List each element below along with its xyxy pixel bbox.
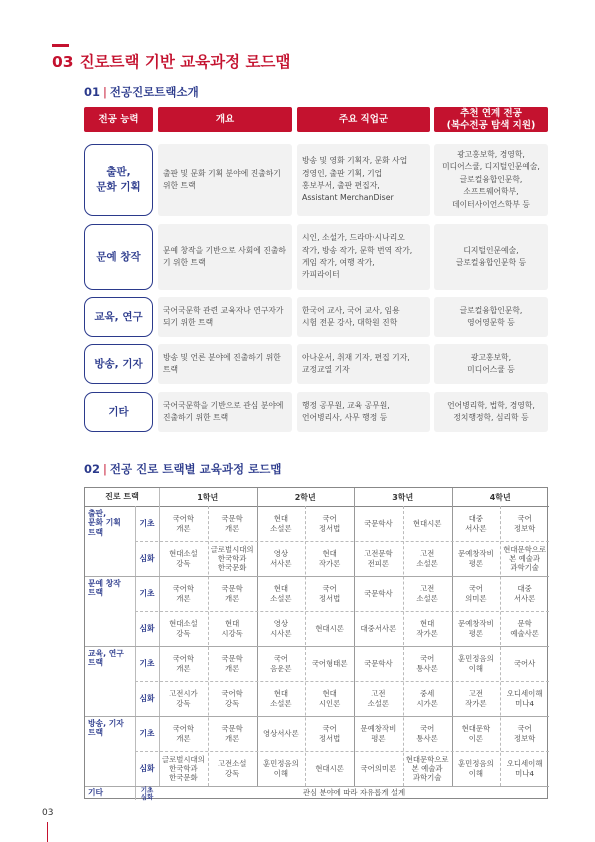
course-name-line: 고전 [468,689,484,699]
course-name-line: 고전 [419,584,435,594]
course-cell [500,611,549,646]
job-line: 교정교열 기자 [302,365,350,374]
course-name-line: 훈민정음의 [458,759,494,769]
course-cell [452,506,501,541]
course-name-line: 문예창작비 [458,549,494,559]
course-name-line: 강독 [176,698,191,708]
course-name-line: 국어 [322,584,337,594]
course-cell [452,751,501,786]
course-name-line: 문예창작비 [360,724,397,734]
course-cell [354,611,403,646]
course-cell [208,541,257,576]
job-line: 한국어 교사, 국어 교사, 임용 [302,305,400,315]
course-cell [403,716,452,751]
section2-number: 02 [84,462,101,476]
course-name-line: 소설론 [270,593,292,603]
course-cell [257,506,306,541]
section2-heading [84,461,281,477]
course-name-line: 국문학사 [364,518,393,528]
course-name-line: 국어 [419,724,435,734]
course-name-line: 과학기술 [412,773,442,783]
course-cell [452,716,501,751]
roadmap-track-label-line: 출판, [88,509,107,518]
job-line: 방송 및 영화 기획자, 문화 사업 [302,156,408,166]
course-level-label: 기초 [139,659,155,668]
roadmap-track-label-line: 트랙 [88,527,104,537]
course-name-line: 서사론 [465,523,487,533]
course-name-line: 의미론 [465,593,487,603]
course-name-line: 한국문화 [169,773,198,783]
roadmap-track-label [85,506,135,576]
course-cell [305,611,354,646]
course-name-line: 오디세이해 [506,689,543,699]
course-cell [208,681,257,716]
job-line: 경영인, 출판 기획, 기업 [302,168,383,178]
course-name-line: 개론 [176,523,191,533]
course-cell [452,576,501,611]
page-title [52,50,290,72]
course-level-label: 심화 [139,694,155,703]
course-name-line: 국어사 [513,658,536,668]
course-name-line: 현대문학으로 [503,544,547,554]
course-name-line: 개론 [224,523,240,533]
course-name-line: 작가론 [465,698,487,708]
course-name-line: 현대시론 [412,518,442,528]
roadmap-track-label [85,716,135,786]
free-design-note: 관심 분야에 따라 자유롭게 설계 [302,788,406,798]
course-name-line: 훈민정음의 [458,654,494,664]
course-name-line: 정보학 [513,733,536,743]
course-name-line: 국어학 [172,654,195,664]
year-header: 1학년 [197,492,219,502]
course-name-line: 국문학 [221,654,243,664]
course-cell [403,751,452,786]
course-cell [208,646,257,681]
year-header: 4학년 [489,492,511,502]
course-name-line: 문학 [517,619,532,629]
course-cell [208,611,257,646]
course-name-line: 현대 [273,689,289,699]
course-level-label: 기초 [140,786,154,794]
job-line: 홍보부서, 출판 편집자, [302,181,380,190]
course-name-line: 글로벌시대의 [210,544,254,554]
track-overview: 방송 및 언론 분야에 진출하기 위한 트랙 [158,344,292,384]
course-cell [257,681,306,716]
course-cell [159,506,208,541]
course-cell [305,751,354,786]
track-row-education [84,297,548,337]
course-cell [403,646,452,681]
course-name-line: 중세 [419,689,435,699]
course-name-line: 현대 [419,619,435,629]
section-divider: | [103,462,107,476]
course-name-line: 시강독 [221,628,243,638]
course-name-line: 정서법 [318,593,341,603]
course-name-line: 현대시론 [315,763,344,773]
grid-row-divider [135,611,549,612]
course-cell [403,506,452,541]
course-name-line: 강독 [224,768,240,778]
major-line: 미디어스쿨, 디지털인문예술, [442,162,540,172]
course-name-line: 소설론 [270,523,292,533]
course-name-line: 음운론 [270,663,292,673]
track-label-line: 출판, [106,166,131,179]
major-line: 글로컬융합인문학, [459,174,523,184]
page-header [52,44,290,72]
course-name-line: 현대 [322,549,337,559]
course-cell [159,611,208,646]
course-name-line: 평론 [371,733,386,743]
grid-corner-header: 진로 트랙 [105,492,139,501]
major-line: 디지털인문예술, [463,245,519,255]
course-name-line: 현대소설 [169,619,198,629]
course-cell [500,576,549,611]
major-line: 광고홍보학, 경영학, [457,149,525,159]
roadmap-grid [84,487,548,799]
course-cell [452,646,501,681]
course-cell [257,751,306,786]
header-majors-line1: 추천 연계 전공 [460,107,522,119]
course-name-line: 본 예술과 [411,763,443,773]
course-name-line: 국어 [468,584,484,594]
course-cell [208,576,257,611]
course-name-line: 고전문학 [364,549,393,559]
course-name-line: 개론 [176,733,191,743]
course-name-line: 전피론 [367,558,390,568]
year-header: 3학년 [392,492,414,502]
course-name-line: 국문학사 [364,588,393,598]
roadmap-track-label-line: 문화 기획 [88,518,121,528]
course-cell [305,576,354,611]
track-label: 문예 창작 [84,224,153,290]
major-line: 글로컬융합인문학 등 [455,258,527,267]
course-name-line: 작가론 [416,628,438,638]
course-name-line: 평론 [468,628,484,638]
course-cell [305,541,354,576]
course-name-line: 평론 [468,558,484,568]
course-level-label: 심화 [139,554,155,563]
chapter-title: 진로트랙 기반 교육과정 로드맵 [79,53,291,71]
track-row-broadcasting [84,344,548,384]
course-cell [257,716,306,751]
track-label [84,144,153,216]
roadmap-track-label-line: 교육, 연구 [88,649,124,658]
major-line: 정치행정학, 심리학 등 [453,413,529,422]
major-line: 광고홍보학, [470,352,512,362]
course-name-line: 국어형태론 [311,658,348,668]
course-cell [500,506,549,541]
course-name-line: 한국학과 [169,763,198,773]
track-jobs [297,224,430,290]
course-name-line: 이해 [468,663,484,673]
course-name-line: 이해 [273,768,289,778]
course-name-line: 개론 [176,663,191,673]
course-name-line: 영상서사론 [263,728,299,738]
course-name-line: 소설론 [416,558,438,568]
course-name-line: 문예창작비 [458,619,494,629]
course-name-line: 현대 [322,689,337,699]
track-majors [434,344,548,384]
course-cell [500,541,549,576]
course-cell [452,611,501,646]
course-name-line: 고전 [371,689,386,699]
course-cell [159,541,208,576]
track-majors [434,144,548,216]
course-cell [305,506,354,541]
course-name-line: 영상 [273,549,289,559]
course-name-line: 고전시가 [169,689,198,699]
course-name-line: 시가론 [416,698,438,708]
course-name-line: 한국학과 [217,553,247,563]
course-cell [305,646,354,681]
course-name-line: 통사론 [416,733,438,743]
course-cell [500,681,549,716]
track-row-creative-writing [84,224,548,290]
course-name-line: 영상 [273,619,289,629]
course-cell [403,611,452,646]
course-name-line: 국어 [517,724,532,734]
section1-heading [84,84,199,100]
course-cell [354,751,403,786]
course-name-line: 강독 [176,558,191,568]
year-header: 2학년 [294,492,316,502]
section2-title: 전공 진로 트랙별 교육과정 로드맵 [109,462,282,476]
course-name-line: 이론 [468,733,484,743]
track-label-line: 문화 기획 [96,181,141,193]
course-cell [257,611,306,646]
course-level-label: 심화 [139,624,155,633]
section1-title: 전공진로트랙소개 [109,85,199,99]
section-divider: | [103,85,107,99]
track-label: 교육, 연구 [84,297,153,337]
course-name-line: 국어 [273,654,289,664]
course-cell [305,716,354,751]
course-name-line: 현대시론 [315,623,344,633]
course-level-label: 기초 [139,519,155,528]
course-name-line: 정보학 [513,523,536,533]
course-cell [159,681,208,716]
header-overview: 개요 [158,107,292,132]
roadmap-track-label-line: 트랙 [88,728,104,738]
course-cell [305,681,354,716]
course-cell [257,646,306,681]
grid-row-divider [135,751,549,752]
job-line: 아나운서, 취재 기자, 편집 기자, [302,352,410,362]
course-cell [208,506,257,541]
course-name-line: 국문학 [221,514,243,524]
major-line: 소프트웨어학부, [463,187,519,197]
course-level-label: 기초 [139,729,155,738]
course-name-line: 한국문화 [217,563,247,573]
track-row-publishing [84,144,548,216]
course-name-line: 미나4 [515,768,535,778]
course-cell [354,716,403,751]
course-name-line: 대중서사론 [360,623,397,633]
course-name-line: 정서법 [318,733,341,743]
course-cell [354,576,403,611]
course-cell [208,716,257,751]
course-name-line: 현대 [224,619,240,629]
course-name-line: 오디세이해 [506,759,543,769]
roadmap-track-label [85,576,135,646]
course-name-line: 국어 [419,654,435,664]
course-name-line: 현대 [273,584,289,594]
section1-number: 01 [84,85,101,99]
course-name-line: 서사론 [270,558,292,568]
course-name-line: 국문학 [221,724,243,734]
course-name-line: 개론 [176,593,191,603]
course-name-line: 소설론 [270,698,292,708]
course-name-line: 대중 [468,514,484,524]
track-jobs [297,344,430,384]
course-cell [354,541,403,576]
track-overview: 국어국문학을 기반으로 관심 분야에 진출하기 위한 트랙 [158,392,292,432]
course-cell [208,751,257,786]
header-competency: 전공 능력 [84,107,153,132]
course-name-line: 작가론 [318,558,341,568]
course-name-line: 대중 [517,584,532,594]
course-name-line: 미나4 [515,698,535,708]
track-majors [434,392,548,432]
grid-row-divider [135,681,549,682]
job-line: 시험 전문 강사, 대학원 진학 [302,318,398,327]
course-name-line: 개론 [224,663,240,673]
course-name-line: 국문학사 [364,658,393,668]
major-line: 언어병리학, 법학, 경영학, [447,400,535,410]
course-cell [500,646,549,681]
track-jobs [297,392,430,432]
header-majors [434,107,548,132]
course-name-line: 국어 [322,514,337,524]
course-name-line: 현대문학으로 [405,754,449,764]
roadmap-track-label-line: 방송, 기자 [88,719,124,728]
track-majors [434,297,548,337]
course-cell [159,646,208,681]
course-name-line: 통사론 [416,663,438,673]
course-cell [159,576,208,611]
course-cell [257,576,306,611]
course-name-line: 국어의미론 [360,763,397,773]
course-name-line: 국어 [517,514,532,524]
course-cell [452,681,501,716]
course-name-line: 국어학 [172,724,195,734]
course-cell [354,506,403,541]
roadmap-track-label [85,646,135,716]
track-overview: 문예 창작을 기반으로 사회에 진출하기 위한 트랙 [158,224,292,290]
job-line: Assistant MerchanDiser [302,193,394,203]
course-name-line: 시사론 [270,628,292,638]
course-name-line: 글로벌시대의 [161,754,205,764]
course-name-line: 훈민정음의 [263,759,299,769]
course-name-line: 개론 [224,593,240,603]
course-cell [354,681,403,716]
header-jobs: 주요 직업군 [297,107,430,132]
course-name-line: 국어학 [221,689,243,699]
course-name-line: 현대문학 [461,724,491,734]
job-line: 행정 공무원, 교육 공무원, [302,400,390,410]
major-line: 미디어스쿨 등 [467,365,515,374]
course-cell [159,716,208,751]
course-name-line: 소설론 [367,698,390,708]
course-name-line: 현대 [273,514,289,524]
course-level-label: 심화 [140,793,154,801]
course-cell [403,576,452,611]
track-label: 기타 [84,392,153,432]
course-name-line: 시인론 [318,698,341,708]
roadmap-track-label: 기타 [88,788,104,798]
course-cell [500,751,549,786]
track-majors [434,224,548,290]
course-level-label: 심화 [139,764,155,773]
track-jobs [297,144,430,216]
track-overview: 국어국문학 관련 교육자나 연구자가 되기 위한 트랙 [158,297,292,337]
course-name-line: 국문학 [221,584,243,594]
course-name-line: 정서법 [318,523,341,533]
course-cell [500,716,549,751]
job-line: 언어병리사, 사무 행정 등 [302,413,388,422]
course-name-line: 고전소설 [217,759,247,769]
course-cell [452,541,501,576]
course-name-line: 국어학 [172,584,195,594]
course-name-line: 서사론 [513,593,536,603]
course-name-line: 국어 [322,724,337,734]
track-label: 방송, 기자 [84,344,153,384]
course-name-line: 예술사론 [510,628,539,638]
roadmap-track-label-line: 문예 창작 [88,579,121,588]
roadmap-track-label-line: 트랙 [88,588,104,598]
header-accent-bar [52,44,69,47]
major-line: 데이터사이언스학부 등 [452,199,530,209]
course-name-line: 본 예술과 [509,553,541,563]
course-cell [257,541,306,576]
course-name-line: 고전 [419,549,435,559]
course-name-line: 현대소설 [169,549,198,559]
grid-row-divider [135,541,549,542]
course-name-line: 강독 [224,698,240,708]
track-jobs [297,297,430,337]
course-name-line: 이해 [468,768,484,778]
job-line: 시인, 소설가, 드라마·시나리오 [302,233,405,243]
job-line: 카피라이터 [302,270,340,280]
course-name-line: 과학기술 [510,563,539,573]
course-cell [403,541,452,576]
page-number-accent-line [47,822,48,842]
major-line: 영어영문학 등 [467,318,515,327]
track-row-etc [84,392,548,432]
course-name-line: 소설론 [416,593,438,603]
header-majors-line2: (복수전공 탐색 지원) [446,119,536,131]
course-cell [403,681,452,716]
course-cell [354,646,403,681]
chapter-number: 03 [52,53,74,71]
page-number: 03 [42,808,54,818]
course-level-label: 기초 [139,589,155,598]
track-overview: 출판 및 문화 기획 분야에 진출하기 위한 트랙 [158,144,292,216]
job-line: 게임 작가, 여행 작가, [302,258,375,267]
job-line: 작가, 방송 작가, 문학 번역 작가, [302,245,413,255]
course-name-line: 국어학 [172,514,195,524]
roadmap-track-label-line: 트랙 [88,658,104,668]
course-name-line: 강독 [176,628,191,638]
course-cell [159,751,208,786]
course-name-line: 개론 [224,733,240,743]
major-line: 글로컬융합인문학, [459,305,523,315]
